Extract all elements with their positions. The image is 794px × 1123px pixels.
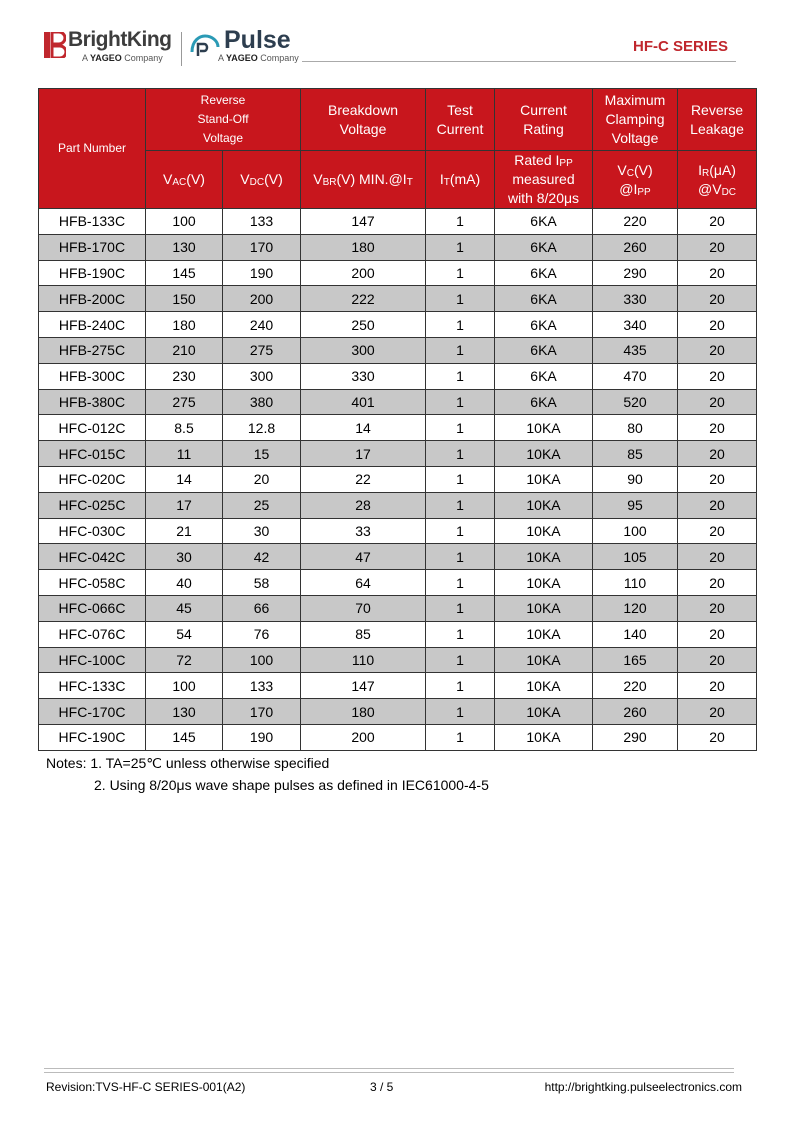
cell-ir: 20 bbox=[678, 209, 757, 235]
table-row bbox=[39, 389, 757, 415]
cell-it: 1 bbox=[426, 570, 495, 596]
cell-vdc: 133 bbox=[223, 209, 301, 235]
cell-ipp: 10KA bbox=[495, 595, 593, 621]
table-row bbox=[39, 415, 757, 441]
cell-it: 1 bbox=[426, 595, 495, 621]
cell-ipp: 10KA bbox=[495, 518, 593, 544]
cell-vac: 54 bbox=[146, 621, 223, 647]
cell-ir: 20 bbox=[678, 312, 757, 338]
cell-vbr: 180 bbox=[301, 699, 426, 725]
cell-it: 1 bbox=[426, 415, 495, 441]
table-row bbox=[39, 337, 757, 363]
series-title: HF-C SERIES bbox=[632, 38, 728, 55]
cell-ipp: 10KA bbox=[495, 647, 593, 673]
cell-vac: 230 bbox=[146, 363, 223, 389]
cell-vdc: 170 bbox=[223, 234, 301, 260]
cell-ir: 20 bbox=[678, 441, 757, 467]
cell-part-number: HFB-133C bbox=[39, 209, 146, 235]
header-ir: $I_R(\mu A)$ $@V_{DC}$ bbox=[678, 151, 757, 209]
cell-part-number: HFB-240C bbox=[39, 312, 146, 338]
cell-part-number: HFB-275C bbox=[39, 337, 146, 363]
cell-vdc: 20 bbox=[223, 466, 301, 492]
cell-vbr: 64 bbox=[301, 570, 426, 596]
cell-ir: 20 bbox=[678, 570, 757, 596]
cell-vbr: 200 bbox=[301, 260, 426, 286]
cell-it: 1 bbox=[426, 621, 495, 647]
footer-page-number: 3 / 5 bbox=[370, 1080, 394, 1094]
cell-vc: 85 bbox=[593, 441, 678, 467]
cell-ir: 20 bbox=[678, 234, 757, 260]
header-breakdown-voltage: Breakdown Voltage bbox=[301, 89, 426, 151]
cell-vc: 340 bbox=[593, 312, 678, 338]
cell-part-number: HFB-380C bbox=[39, 389, 146, 415]
cell-it: 1 bbox=[426, 389, 495, 415]
cell-vc: 220 bbox=[593, 209, 678, 235]
page-header bbox=[44, 28, 736, 68]
header-max-clamping: Maximum Clamping Voltage bbox=[593, 89, 678, 151]
pulse-logo-icon bbox=[190, 34, 220, 58]
cell-vdc: 240 bbox=[223, 312, 301, 338]
cell-ipp: 10KA bbox=[495, 466, 593, 492]
cell-vc: 220 bbox=[593, 673, 678, 699]
cell-it: 1 bbox=[426, 724, 495, 750]
cell-vac: 14 bbox=[146, 466, 223, 492]
cell-ir: 20 bbox=[678, 415, 757, 441]
cell-ir: 20 bbox=[678, 673, 757, 699]
cell-part-number: HFC-015C bbox=[39, 441, 146, 467]
cell-vdc: 300 bbox=[223, 363, 301, 389]
cell-part-number: HFC-076C bbox=[39, 621, 146, 647]
cell-part-number: HFB-170C bbox=[39, 234, 146, 260]
cell-ipp: 6KA bbox=[495, 260, 593, 286]
table-row bbox=[39, 286, 757, 312]
cell-vdc: 275 bbox=[223, 337, 301, 363]
cell-vdc: 15 bbox=[223, 441, 301, 467]
cell-ir: 20 bbox=[678, 492, 757, 518]
cell-vc: 260 bbox=[593, 234, 678, 260]
cell-vdc: 380 bbox=[223, 389, 301, 415]
brightking-logo-icon bbox=[44, 32, 66, 58]
cell-ipp: 10KA bbox=[495, 673, 593, 699]
cell-it: 1 bbox=[426, 518, 495, 544]
cell-vac: 40 bbox=[146, 570, 223, 596]
cell-ipp: 10KA bbox=[495, 441, 593, 467]
footer-revision: Revision:TVS-HF-C SERIES-001(A2) bbox=[46, 1080, 246, 1094]
cell-ir: 20 bbox=[678, 699, 757, 725]
cell-vbr: 110 bbox=[301, 647, 426, 673]
cell-vc: 120 bbox=[593, 595, 678, 621]
cell-ipp: 6KA bbox=[495, 312, 593, 338]
cell-it: 1 bbox=[426, 544, 495, 570]
spec-table bbox=[38, 88, 757, 751]
cell-vdc: 190 bbox=[223, 724, 301, 750]
cell-vc: 100 bbox=[593, 518, 678, 544]
notes bbox=[46, 752, 489, 796]
cell-it: 1 bbox=[426, 337, 495, 363]
table-row bbox=[39, 595, 757, 621]
cell-vac: 100 bbox=[146, 209, 223, 235]
cell-ipp: 10KA bbox=[495, 724, 593, 750]
cell-vdc: 100 bbox=[223, 647, 301, 673]
cell-vac: 17 bbox=[146, 492, 223, 518]
cell-vbr: 147 bbox=[301, 209, 426, 235]
cell-ipp: 10KA bbox=[495, 621, 593, 647]
header-part-number: Part Number bbox=[39, 89, 146, 209]
header-ipp: Rated $I_{PP}$ measured with 8/20μs bbox=[495, 151, 593, 209]
note-2: 2. Using 8/20μs wave shape pulses as defined in IEC61000-4-5 bbox=[94, 777, 489, 793]
cell-part-number: HFC-020C bbox=[39, 466, 146, 492]
cell-ir: 20 bbox=[678, 389, 757, 415]
footer-url[interactable]: http://brightking.pulseelectronics.com bbox=[544, 1080, 742, 1094]
cell-vbr: 180 bbox=[301, 234, 426, 260]
logo-divider bbox=[181, 32, 182, 66]
cell-ipp: 10KA bbox=[495, 570, 593, 596]
cell-vdc: 25 bbox=[223, 492, 301, 518]
cell-ir: 20 bbox=[678, 363, 757, 389]
cell-vbr: 17 bbox=[301, 441, 426, 467]
cell-vc: 435 bbox=[593, 337, 678, 363]
cell-part-number: HFB-200C bbox=[39, 286, 146, 312]
cell-ipp: 10KA bbox=[495, 544, 593, 570]
cell-vc: 260 bbox=[593, 699, 678, 725]
cell-ipp: 6KA bbox=[495, 286, 593, 312]
table-row bbox=[39, 673, 757, 699]
cell-ir: 20 bbox=[678, 466, 757, 492]
table-row bbox=[39, 724, 757, 750]
cell-it: 1 bbox=[426, 312, 495, 338]
header-rule bbox=[302, 61, 736, 62]
cell-it: 1 bbox=[426, 286, 495, 312]
cell-vac: 45 bbox=[146, 595, 223, 621]
cell-vac: 11 bbox=[146, 441, 223, 467]
cell-vac: 8.5 bbox=[146, 415, 223, 441]
cell-vbr: 330 bbox=[301, 363, 426, 389]
cell-ipp: 6KA bbox=[495, 389, 593, 415]
cell-vdc: 170 bbox=[223, 699, 301, 725]
cell-ipp: 6KA bbox=[495, 337, 593, 363]
cell-vc: 330 bbox=[593, 286, 678, 312]
cell-ipp: 10KA bbox=[495, 492, 593, 518]
cell-part-number: HFC-170C bbox=[39, 699, 146, 725]
cell-vac: 180 bbox=[146, 312, 223, 338]
table-row bbox=[39, 234, 757, 260]
cell-ipp: 10KA bbox=[495, 699, 593, 725]
cell-vbr: 147 bbox=[301, 673, 426, 699]
cell-ir: 20 bbox=[678, 724, 757, 750]
cell-ir: 20 bbox=[678, 337, 757, 363]
header-test-current: Test Current bbox=[426, 89, 495, 151]
pulse-subtitle: A YAGEO Company bbox=[218, 53, 299, 63]
brightking-subtitle: A YAGEO Company bbox=[82, 53, 163, 63]
cell-vbr: 250 bbox=[301, 312, 426, 338]
table-row bbox=[39, 363, 757, 389]
cell-vac: 21 bbox=[146, 518, 223, 544]
cell-it: 1 bbox=[426, 234, 495, 260]
cell-vc: 290 bbox=[593, 724, 678, 750]
header-current-rating: Current Rating bbox=[495, 89, 593, 151]
cell-vac: 72 bbox=[146, 647, 223, 673]
cell-part-number: HFC-042C bbox=[39, 544, 146, 570]
footer-rule bbox=[44, 1068, 734, 1073]
table-row bbox=[39, 699, 757, 725]
cell-part-number: HFB-300C bbox=[39, 363, 146, 389]
cell-it: 1 bbox=[426, 492, 495, 518]
pulse-name: Pulse bbox=[224, 26, 291, 54]
cell-ir: 20 bbox=[678, 595, 757, 621]
cell-vc: 470 bbox=[593, 363, 678, 389]
cell-it: 1 bbox=[426, 673, 495, 699]
cell-ir: 20 bbox=[678, 647, 757, 673]
cell-vac: 130 bbox=[146, 699, 223, 725]
cell-ipp: 10KA bbox=[495, 415, 593, 441]
cell-part-number: HFC-012C bbox=[39, 415, 146, 441]
table-row bbox=[39, 492, 757, 518]
cell-vc: 520 bbox=[593, 389, 678, 415]
cell-vc: 290 bbox=[593, 260, 678, 286]
cell-vac: 150 bbox=[146, 286, 223, 312]
cell-vdc: 200 bbox=[223, 286, 301, 312]
cell-it: 1 bbox=[426, 441, 495, 467]
header-vac: $V_{AC}(V)$ bbox=[146, 151, 223, 209]
cell-vbr: 401 bbox=[301, 389, 426, 415]
cell-it: 1 bbox=[426, 647, 495, 673]
cell-vc: 105 bbox=[593, 544, 678, 570]
cell-ir: 20 bbox=[678, 518, 757, 544]
cell-ir: 20 bbox=[678, 286, 757, 312]
cell-vdc: 30 bbox=[223, 518, 301, 544]
cell-part-number: HFB-190C bbox=[39, 260, 146, 286]
cell-ipp: 6KA bbox=[495, 363, 593, 389]
table-row bbox=[39, 647, 757, 673]
cell-vbr: 200 bbox=[301, 724, 426, 750]
cell-it: 1 bbox=[426, 466, 495, 492]
cell-vdc: 66 bbox=[223, 595, 301, 621]
cell-ir: 20 bbox=[678, 621, 757, 647]
table-row bbox=[39, 441, 757, 467]
cell-part-number: HFC-066C bbox=[39, 595, 146, 621]
cell-part-number: HFC-025C bbox=[39, 492, 146, 518]
cell-vdc: 12.8 bbox=[223, 415, 301, 441]
note-1: Notes: 1. TA=25℃ unless otherwise specified bbox=[46, 755, 330, 771]
cell-vdc: 42 bbox=[223, 544, 301, 570]
header-reverse-standoff: Reverse Stand-Off Voltage bbox=[146, 89, 301, 151]
cell-ipp: 6KA bbox=[495, 209, 593, 235]
cell-part-number: HFC-100C bbox=[39, 647, 146, 673]
cell-vbr: 47 bbox=[301, 544, 426, 570]
cell-vc: 90 bbox=[593, 466, 678, 492]
cell-ir: 20 bbox=[678, 260, 757, 286]
cell-part-number: HFC-133C bbox=[39, 673, 146, 699]
cell-part-number: HFC-190C bbox=[39, 724, 146, 750]
cell-vac: 30 bbox=[146, 544, 223, 570]
cell-vac: 210 bbox=[146, 337, 223, 363]
cell-vdc: 58 bbox=[223, 570, 301, 596]
cell-vbr: 70 bbox=[301, 595, 426, 621]
header-vdc: $V_{DC}(V)$ bbox=[223, 151, 301, 209]
cell-vc: 165 bbox=[593, 647, 678, 673]
cell-vbr: 300 bbox=[301, 337, 426, 363]
cell-it: 1 bbox=[426, 363, 495, 389]
header-vbr: $V_{BR}(V)$ $MIN.@I_T$ bbox=[301, 151, 426, 209]
header-reverse-leakage: Reverse Leakage bbox=[678, 89, 757, 151]
cell-vbr: 14 bbox=[301, 415, 426, 441]
cell-vbr: 222 bbox=[301, 286, 426, 312]
table-row bbox=[39, 312, 757, 338]
cell-vc: 95 bbox=[593, 492, 678, 518]
spec-table-body bbox=[39, 209, 757, 751]
cell-vac: 145 bbox=[146, 260, 223, 286]
cell-vbr: 28 bbox=[301, 492, 426, 518]
cell-vbr: 22 bbox=[301, 466, 426, 492]
cell-vdc: 190 bbox=[223, 260, 301, 286]
table-row bbox=[39, 570, 757, 596]
cell-ipp: 6KA bbox=[495, 234, 593, 260]
table-row bbox=[39, 260, 757, 286]
table-row bbox=[39, 544, 757, 570]
cell-it: 1 bbox=[426, 699, 495, 725]
cell-vc: 110 bbox=[593, 570, 678, 596]
cell-it: 1 bbox=[426, 209, 495, 235]
cell-vbr: 85 bbox=[301, 621, 426, 647]
table-row bbox=[39, 518, 757, 544]
cell-it: 1 bbox=[426, 260, 495, 286]
cell-vac: 275 bbox=[146, 389, 223, 415]
cell-vbr: 33 bbox=[301, 518, 426, 544]
cell-vdc: 76 bbox=[223, 621, 301, 647]
header-vc: $V_C(V)$ $@I_{PP}$ bbox=[593, 151, 678, 209]
cell-vac: 100 bbox=[146, 673, 223, 699]
cell-part-number: HFC-030C bbox=[39, 518, 146, 544]
table-row bbox=[39, 466, 757, 492]
cell-vc: 140 bbox=[593, 621, 678, 647]
cell-vdc: 133 bbox=[223, 673, 301, 699]
cell-vc: 80 bbox=[593, 415, 678, 441]
table-row bbox=[39, 621, 757, 647]
brightking-name: BrightKing bbox=[68, 28, 172, 51]
cell-part-number: HFC-058C bbox=[39, 570, 146, 596]
cell-vac: 130 bbox=[146, 234, 223, 260]
table-row bbox=[39, 209, 757, 235]
header-it: $I_T(mA)$ bbox=[426, 151, 495, 209]
cell-ir: 20 bbox=[678, 544, 757, 570]
cell-vac: 145 bbox=[146, 724, 223, 750]
